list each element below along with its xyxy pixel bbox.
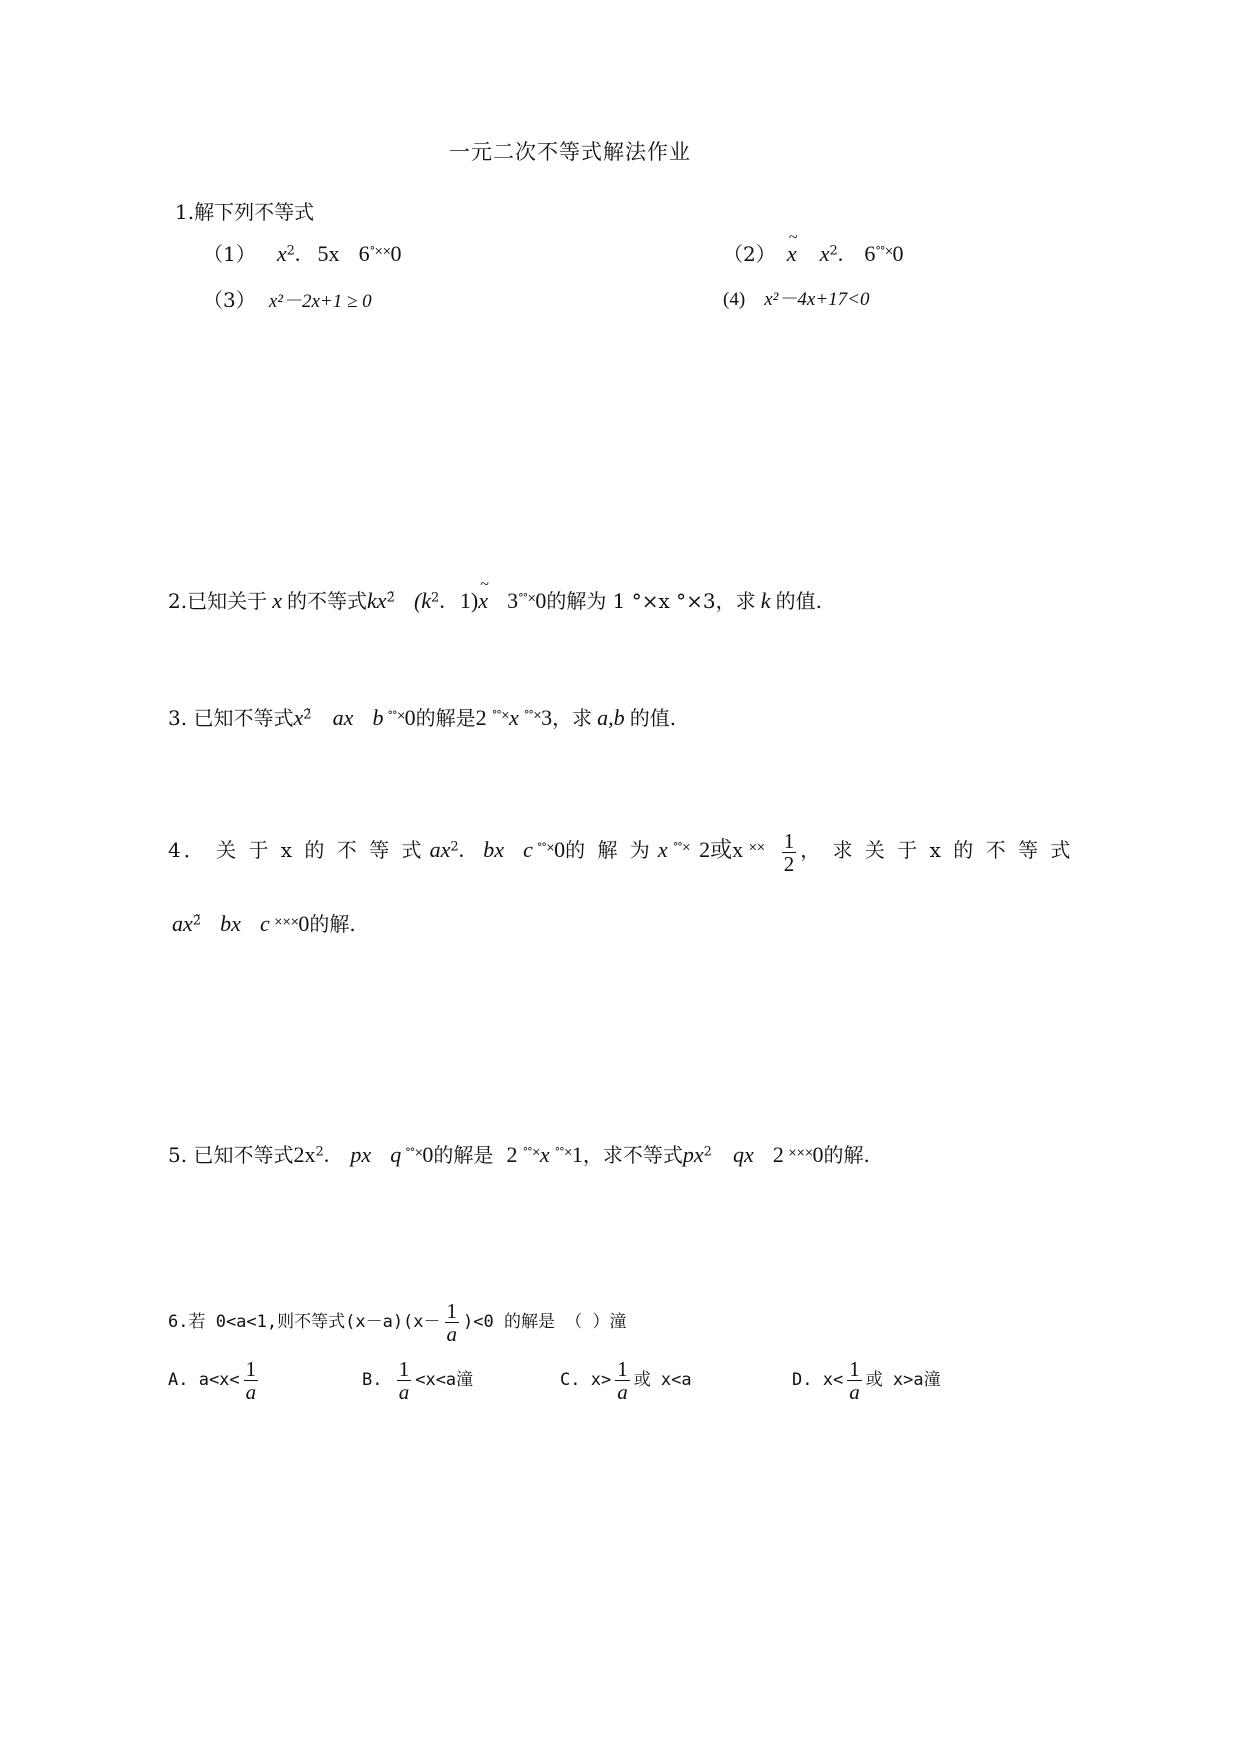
question-5: 5. 已知不等式$2x^2$. px q °°×0的解是 2 °°×x °°×1，求不等式$px^2$ qx 2 ×××0的解.: [168, 1142, 870, 1167]
q6-option-d: D. x< $\frac{1}{a}$ 或 x>a潼: [792, 1357, 941, 1405]
q6-option-b: B. $\frac{1}{a}$ <x<a潼: [362, 1357, 474, 1405]
question-4-line2: $ax^{2̃}$ bx c ×××0的解.: [172, 911, 356, 936]
q1-part4: (4) x²－4x+17<0: [723, 289, 870, 310]
question-2: 2.已知关于 x 的不等式$kx^{2̃}$ ($k^2$. 1) ~ x 3°°×0的解为 1 °×x °×3，求 k 的值.: [168, 576, 822, 613]
q1-part3: （3） x²－2x+1 ≥ 0: [203, 288, 372, 312]
question-4: 4． 关 于 x 的 不 等 式 $ax^2$. bx c °°×0的 解 为 x °°× 2或x ×× $\frac{1}{2}$ ， 求 关 于 x 的 不 等 式: [168, 829, 1074, 877]
question-3: 3. 已知不等式$x^{2̃}$ ax b °°×0的解是2 °°×x °°×3，求 a,b 的值.: [168, 705, 677, 730]
page-title: 一元二次不等式解法作业: [449, 140, 691, 164]
q1-part2-number: （2）: [723, 242, 776, 266]
q1-part1-number: （1）: [203, 242, 256, 266]
q4-fraction: $\frac{1}{2}$: [783, 829, 795, 877]
question-6: 6.若 0<a<1,则不等式(x－a)(x－ $\frac{1}{a}$ )<0 的解是 （ ）潼: [168, 1299, 627, 1347]
q6-option-a: A. a<x< $\frac{1}{a}$: [168, 1357, 257, 1405]
q6-option-c: C. x> $\frac{1}{a}$ 或 x<a: [560, 1357, 692, 1405]
q1-heading: 1.解下列不等式: [175, 200, 315, 224]
q6-fraction: $\frac{1}{a}$: [446, 1299, 458, 1347]
q1-part1: （1） $x^2$. 5x 6°××0: [203, 241, 402, 266]
q1-part2: （2） ~ x $x^2$. 6°°×0: [723, 229, 904, 266]
